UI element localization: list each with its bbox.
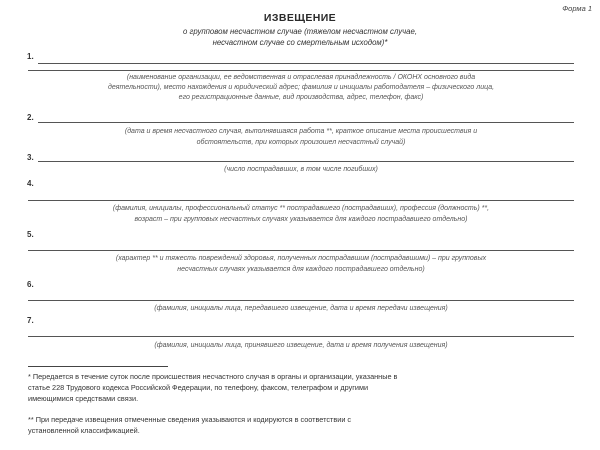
section-number: 7. <box>27 316 34 325</box>
field-caption: (число пострадавших, в том числе погибших) <box>224 166 378 173</box>
fill-in-line[interactable] <box>38 161 574 162</box>
footnote-line: ** При передаче извещения отмеченные сведения указываются и кодируются в соответствии с <box>28 415 352 424</box>
field-caption: деятельности), место нахождения и юридический адрес; фамилия и инициалы работодателя – физического лица, <box>107 84 495 91</box>
fill-in-line[interactable] <box>28 300 574 301</box>
field-caption: обстоятельств, при которых произошел несчастный случай) <box>196 139 406 146</box>
field-caption: (фамилия, инициалы лица, передавшего извещение, дата и время передачи извещения) <box>154 305 448 312</box>
document-subtitle-line-2: несчастном случае со смертельным исходом)* <box>212 38 388 47</box>
fill-in-line[interactable] <box>28 200 574 201</box>
document-title: ИЗВЕЩЕНИЕ <box>263 12 337 24</box>
fill-in-line[interactable] <box>28 250 574 251</box>
field-caption: (фамилия, инициалы лица, принявшего извещение, дата и время получения извещения) <box>154 342 448 349</box>
field-caption: несчастных случаях указывается для каждого пострадавшего отдельно) <box>177 266 425 273</box>
footnote-line: статье 228 Трудового кодекса Российской Федерации, по телефону, факсом, телеграфом и другими <box>28 383 369 392</box>
field-caption: (характер ** и тяжесть повреждений здоровья, полученных пострадавшим (пострадавшими) – при групповых <box>115 255 487 262</box>
section-number: 6. <box>27 280 34 289</box>
fill-in-line[interactable] <box>28 336 574 337</box>
footnote-line: * Передается в течение суток после происшествия несчастного случая в органы и организации, указанные в <box>28 372 398 381</box>
section-number: 1. <box>27 52 34 61</box>
field-caption: его регистрационные данные, вид производства, адрес, телефон, факс) <box>178 94 424 101</box>
document-subtitle-line-1: о групповом несчастном случае (тяжелом несчастном случае, <box>183 27 417 36</box>
section-number: 3. <box>27 153 34 162</box>
fill-in-line[interactable] <box>28 70 574 71</box>
footnote-line: имеющимися средствами связи. <box>28 394 139 403</box>
field-caption: возраст – при групповых несчастных случаях указывается для каждого пострадавшего отдельно) <box>134 216 468 223</box>
footnote-line: установленной классификацией. <box>28 426 140 435</box>
section-number: 2. <box>27 113 34 122</box>
footnote-divider <box>28 366 168 367</box>
field-caption: (наименование организации, ее ведомственная и отраслевая принадлежность / ОКОНХ основного вида <box>126 74 476 81</box>
fill-in-line[interactable] <box>38 122 574 123</box>
section-number: 5. <box>27 230 34 239</box>
form-number-label: Форма 1 <box>562 4 592 13</box>
field-caption: (фамилия, инициалы, профессиональный статус ** пострадавшего (пострадавших), профессия (должность) **, <box>112 205 490 212</box>
fill-in-line[interactable] <box>38 63 574 64</box>
field-caption: (дата и время несчастного случая, выполнявшаяся работа **, краткое описание места происшествия и <box>124 128 478 135</box>
section-number: 4. <box>27 179 34 188</box>
